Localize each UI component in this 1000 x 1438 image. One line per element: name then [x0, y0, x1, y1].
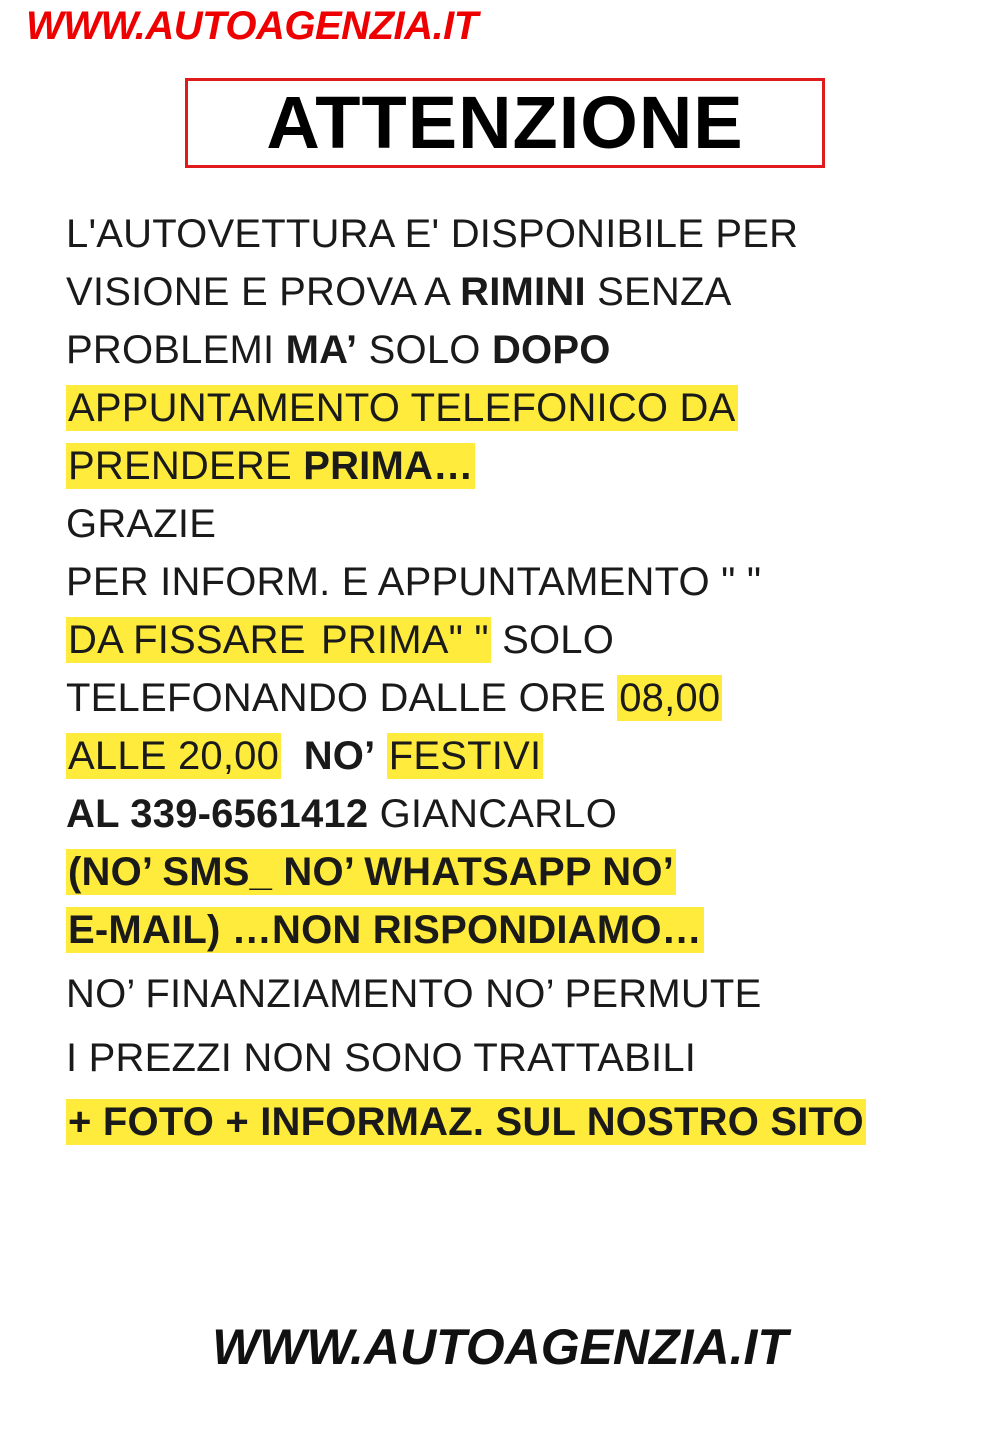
line-emphasis: RIMINI	[460, 270, 586, 314]
notice-line	[66, 263, 956, 321]
line-emphasis: MA’	[285, 328, 358, 372]
line-emphasis: NO’	[303, 734, 376, 778]
notice-line	[66, 669, 956, 727]
notice-line	[66, 495, 956, 553]
top-site-url: WWW.AUTOAGENZIA.IT	[26, 4, 478, 48]
line-text: TELEFONANDO DALLE ORE	[66, 676, 618, 720]
notice-line	[66, 727, 956, 785]
bottom-site-url: WWW.AUTOAGENZIA.IT	[212, 1319, 788, 1375]
line-highlight: DA FISSARE	[68, 618, 317, 662]
line-highlight: PRIMA" "	[320, 618, 489, 662]
notice-line	[66, 611, 956, 669]
notice-line	[66, 1093, 956, 1151]
line-text: VISIONE E PROVA A	[66, 270, 461, 314]
line-highlight	[66, 443, 475, 489]
notice-line	[66, 1029, 956, 1087]
line-text: I PREZZI NON SONO TRATTABILI	[66, 1036, 697, 1080]
line-text: GRAZIE	[66, 502, 217, 546]
line-text: SENZA	[585, 270, 732, 314]
attention-heading: ATTENZIONE	[266, 81, 744, 164]
notice-line	[66, 205, 956, 263]
notice-line	[66, 379, 956, 437]
line-text: L'AUTOVETTURA E' DISPONIBILE PER	[66, 212, 799, 256]
phone-number: AL 339-6561412	[66, 792, 369, 836]
line-emphasis: DOPO	[491, 328, 611, 372]
line-text: NO’ FINANZIAMENTO NO’ PERMUTE	[66, 972, 762, 1016]
attention-box	[185, 78, 825, 168]
line-highlight: APPUNTAMENTO TELEFONICO DA	[68, 386, 736, 430]
line-highlight: 08,00	[619, 676, 721, 720]
contact-name: GIANCARLO	[368, 792, 618, 836]
line-highlight: E-MAIL) …NON RISPONDIAMO…	[68, 908, 702, 952]
notice-line	[66, 321, 956, 379]
notice-line	[66, 901, 956, 959]
line-text: PRENDERE	[68, 444, 304, 488]
line-highlight: FESTIVI	[388, 734, 542, 778]
notice-body	[66, 205, 956, 1151]
line-highlight: (NO’ SMS_ NO’ WHATSAPP NO’	[68, 850, 675, 894]
line-highlight: ALLE 20,00	[68, 734, 280, 778]
line-text: PER INFORM. E APPUNTAMENTO " "	[66, 560, 762, 604]
line-text: SOLO	[357, 328, 492, 372]
line-highlight: + FOTO + INFORMAZ. SUL NOSTRO SITO	[68, 1100, 864, 1144]
line-emphasis: PRIMA…	[303, 444, 474, 488]
notice-line	[66, 553, 956, 611]
notice-line	[66, 965, 956, 1023]
notice-line	[66, 785, 956, 843]
notice-line	[66, 843, 956, 901]
notice-line	[66, 437, 956, 495]
line-text: SOLO	[490, 618, 615, 662]
line-text: PROBLEMI	[66, 328, 286, 372]
